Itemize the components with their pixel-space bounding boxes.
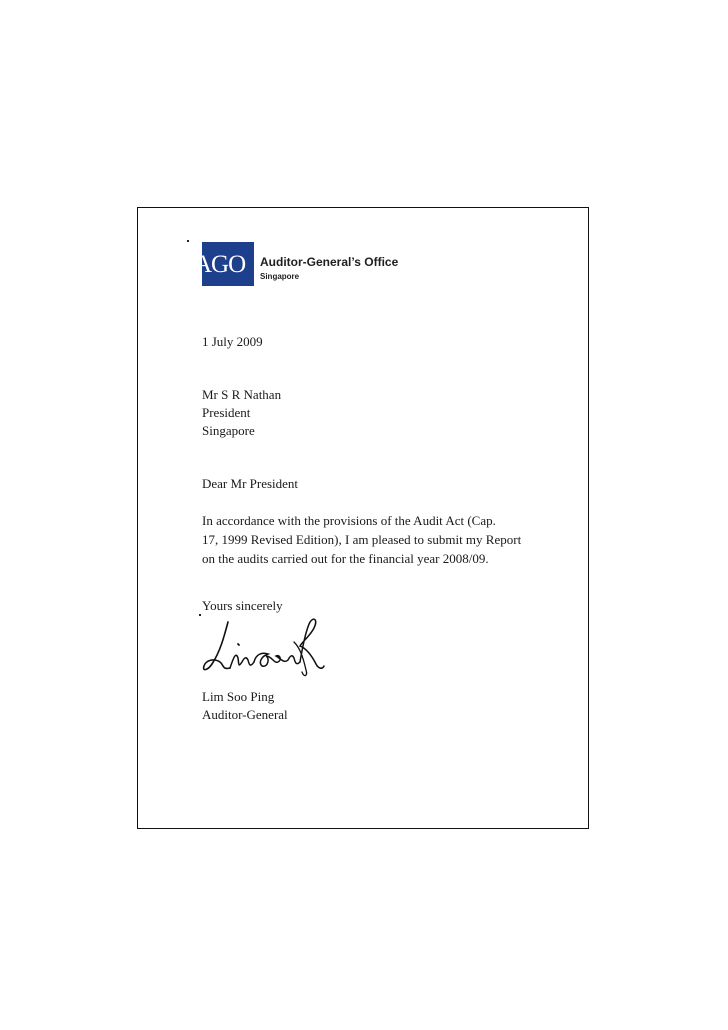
sender-title: Auditor-General	[202, 707, 288, 722]
letter-date: 1 July 2009	[202, 334, 263, 349]
scan-mark	[187, 240, 189, 242]
body-line: 17, 1999 Revised Edition), I am pleased to submit my Report	[202, 532, 522, 547]
body-line: In accordance with the provisions of the Audit Act (Cap.	[202, 513, 496, 528]
org-name: Auditor-General’s Office	[260, 255, 399, 269]
letter-body	[202, 511, 552, 568]
handwritten-signature	[198, 612, 328, 682]
ago-logo	[194, 242, 254, 286]
body-line: on the audits carried out for the financial year 2008/09.	[202, 551, 489, 566]
recipient-title: President	[202, 405, 251, 420]
recipient-name: Mr S R Nathan	[202, 387, 282, 402]
logo-text: AGO	[194, 251, 246, 278]
closing: Yours sincerely	[202, 598, 283, 613]
recipient-country: Singapore	[202, 423, 255, 438]
sender-name: Lim Soo Ping	[202, 689, 275, 704]
salutation: Dear Mr President	[202, 476, 299, 491]
org-location: Singapore	[260, 272, 300, 281]
